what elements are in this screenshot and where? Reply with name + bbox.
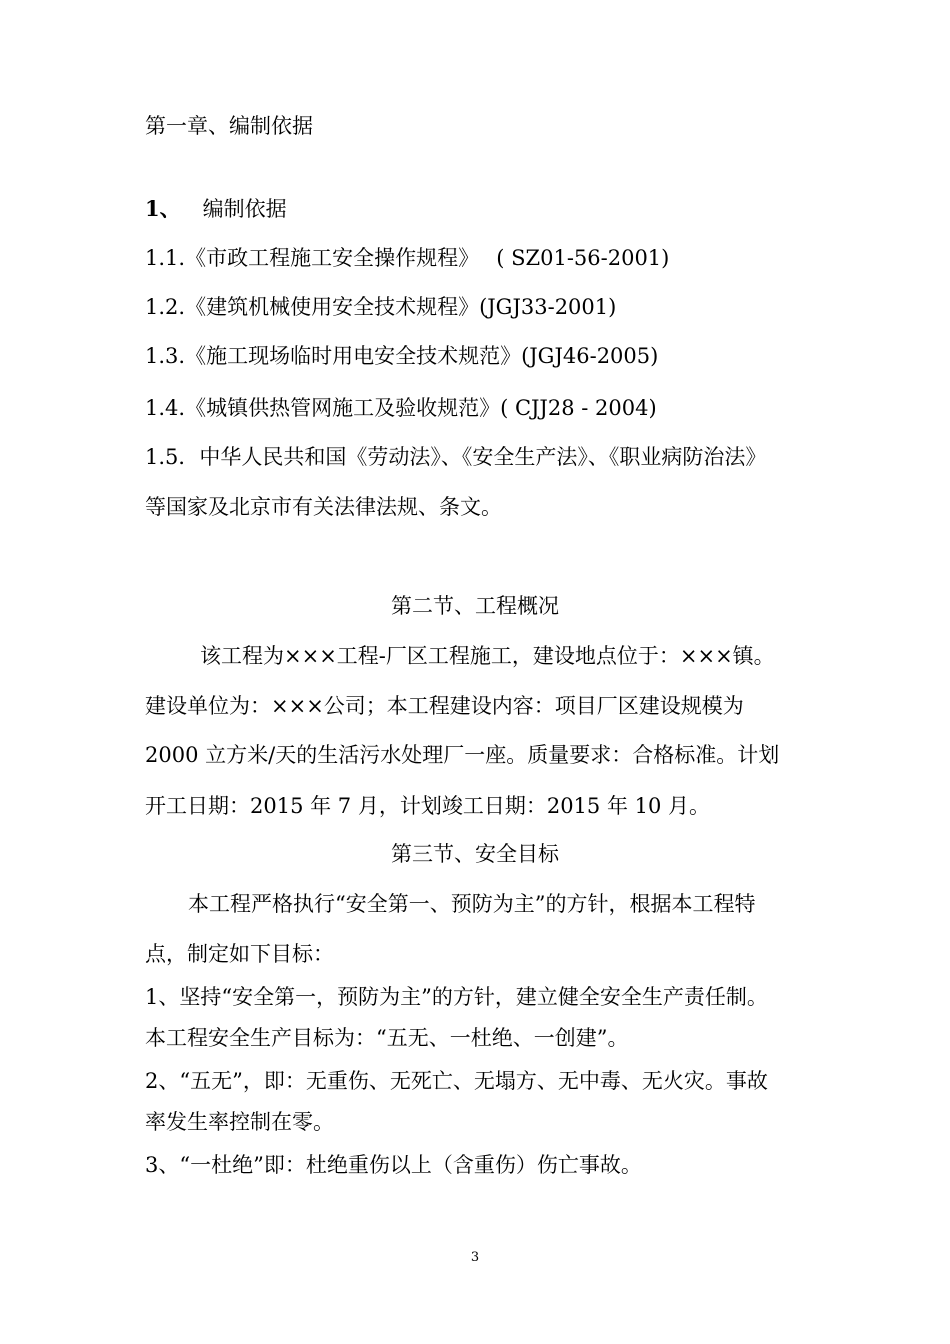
basis-item-1-5: 1.5．中华人民共和国《劳动法》、《安全生产法》、《职业病防治法》	[145, 445, 767, 469]
section-1-title: 编制依据	[202, 197, 287, 221]
chapter-heading: 第一章、编制依据	[145, 114, 313, 138]
overview-line-1: 该工程为×××工程-厂区工程施工，建设地点位于：×××镇。	[200, 644, 775, 668]
section-1-number: 1、	[145, 196, 181, 221]
safety-line-4: 本工程安全生产目标为：“五无、一杜绝、一创建”。	[145, 1026, 629, 1050]
safety-line-2: 点，制定如下目标：	[145, 942, 334, 966]
overview-line-2: 建设单位为：×××公司；本工程建设内容：项目厂区建设规模为	[145, 694, 744, 718]
section-1-heading	[145, 195, 287, 223]
safety-line-5: 2、“五无”，即：无重伤、无死亡、无塌方、无中毒、无火灾。事故	[145, 1069, 768, 1093]
basis-item-1-5-continued: 等国家及北京市有关法律法规、条文。	[145, 495, 502, 519]
safety-line-6: 率发生率控制在零。	[145, 1110, 334, 1134]
page-number: 3	[470, 1250, 480, 1265]
overview-line-4: 开工日期：2015 年 7 月，计划竣工日期：2015 年 10 月。	[145, 794, 711, 818]
section-2-heading: 第二节、工程概况	[391, 594, 559, 618]
safety-line-3: 1、坚持“安全第一，预防为主”的方针，建立健全安全生产责任制。	[145, 985, 768, 1009]
safety-line-1: 本工程严格执行“安全第一、预防为主”的方针，根据本工程特	[188, 892, 756, 916]
basis-item-1-3: 1.3.《施工现场临时用电安全技术规范》(JGJ46-2005)	[145, 344, 659, 368]
overview-line-3: 2000 立方米/天的生活污水处理厂一座。质量要求：合格标准。计划	[145, 743, 780, 767]
basis-item-1-4: 1.4.《城镇供热管网施工及验收规范》( CJJ28 - 2004)	[145, 396, 657, 420]
basis-item-1-1: 1.1.《市政工程施工安全操作规程》 ( SZ01-56-2001)	[145, 246, 670, 270]
section-3-heading: 第三节、安全目标	[391, 842, 559, 866]
basis-item-1-2: 1.2.《建筑机械使用安全技术规程》(JGJ33-2001)	[145, 295, 617, 319]
safety-line-7: 3、“一杜绝”即：杜绝重伤以上（含重伤）伤亡事故。	[145, 1153, 642, 1177]
